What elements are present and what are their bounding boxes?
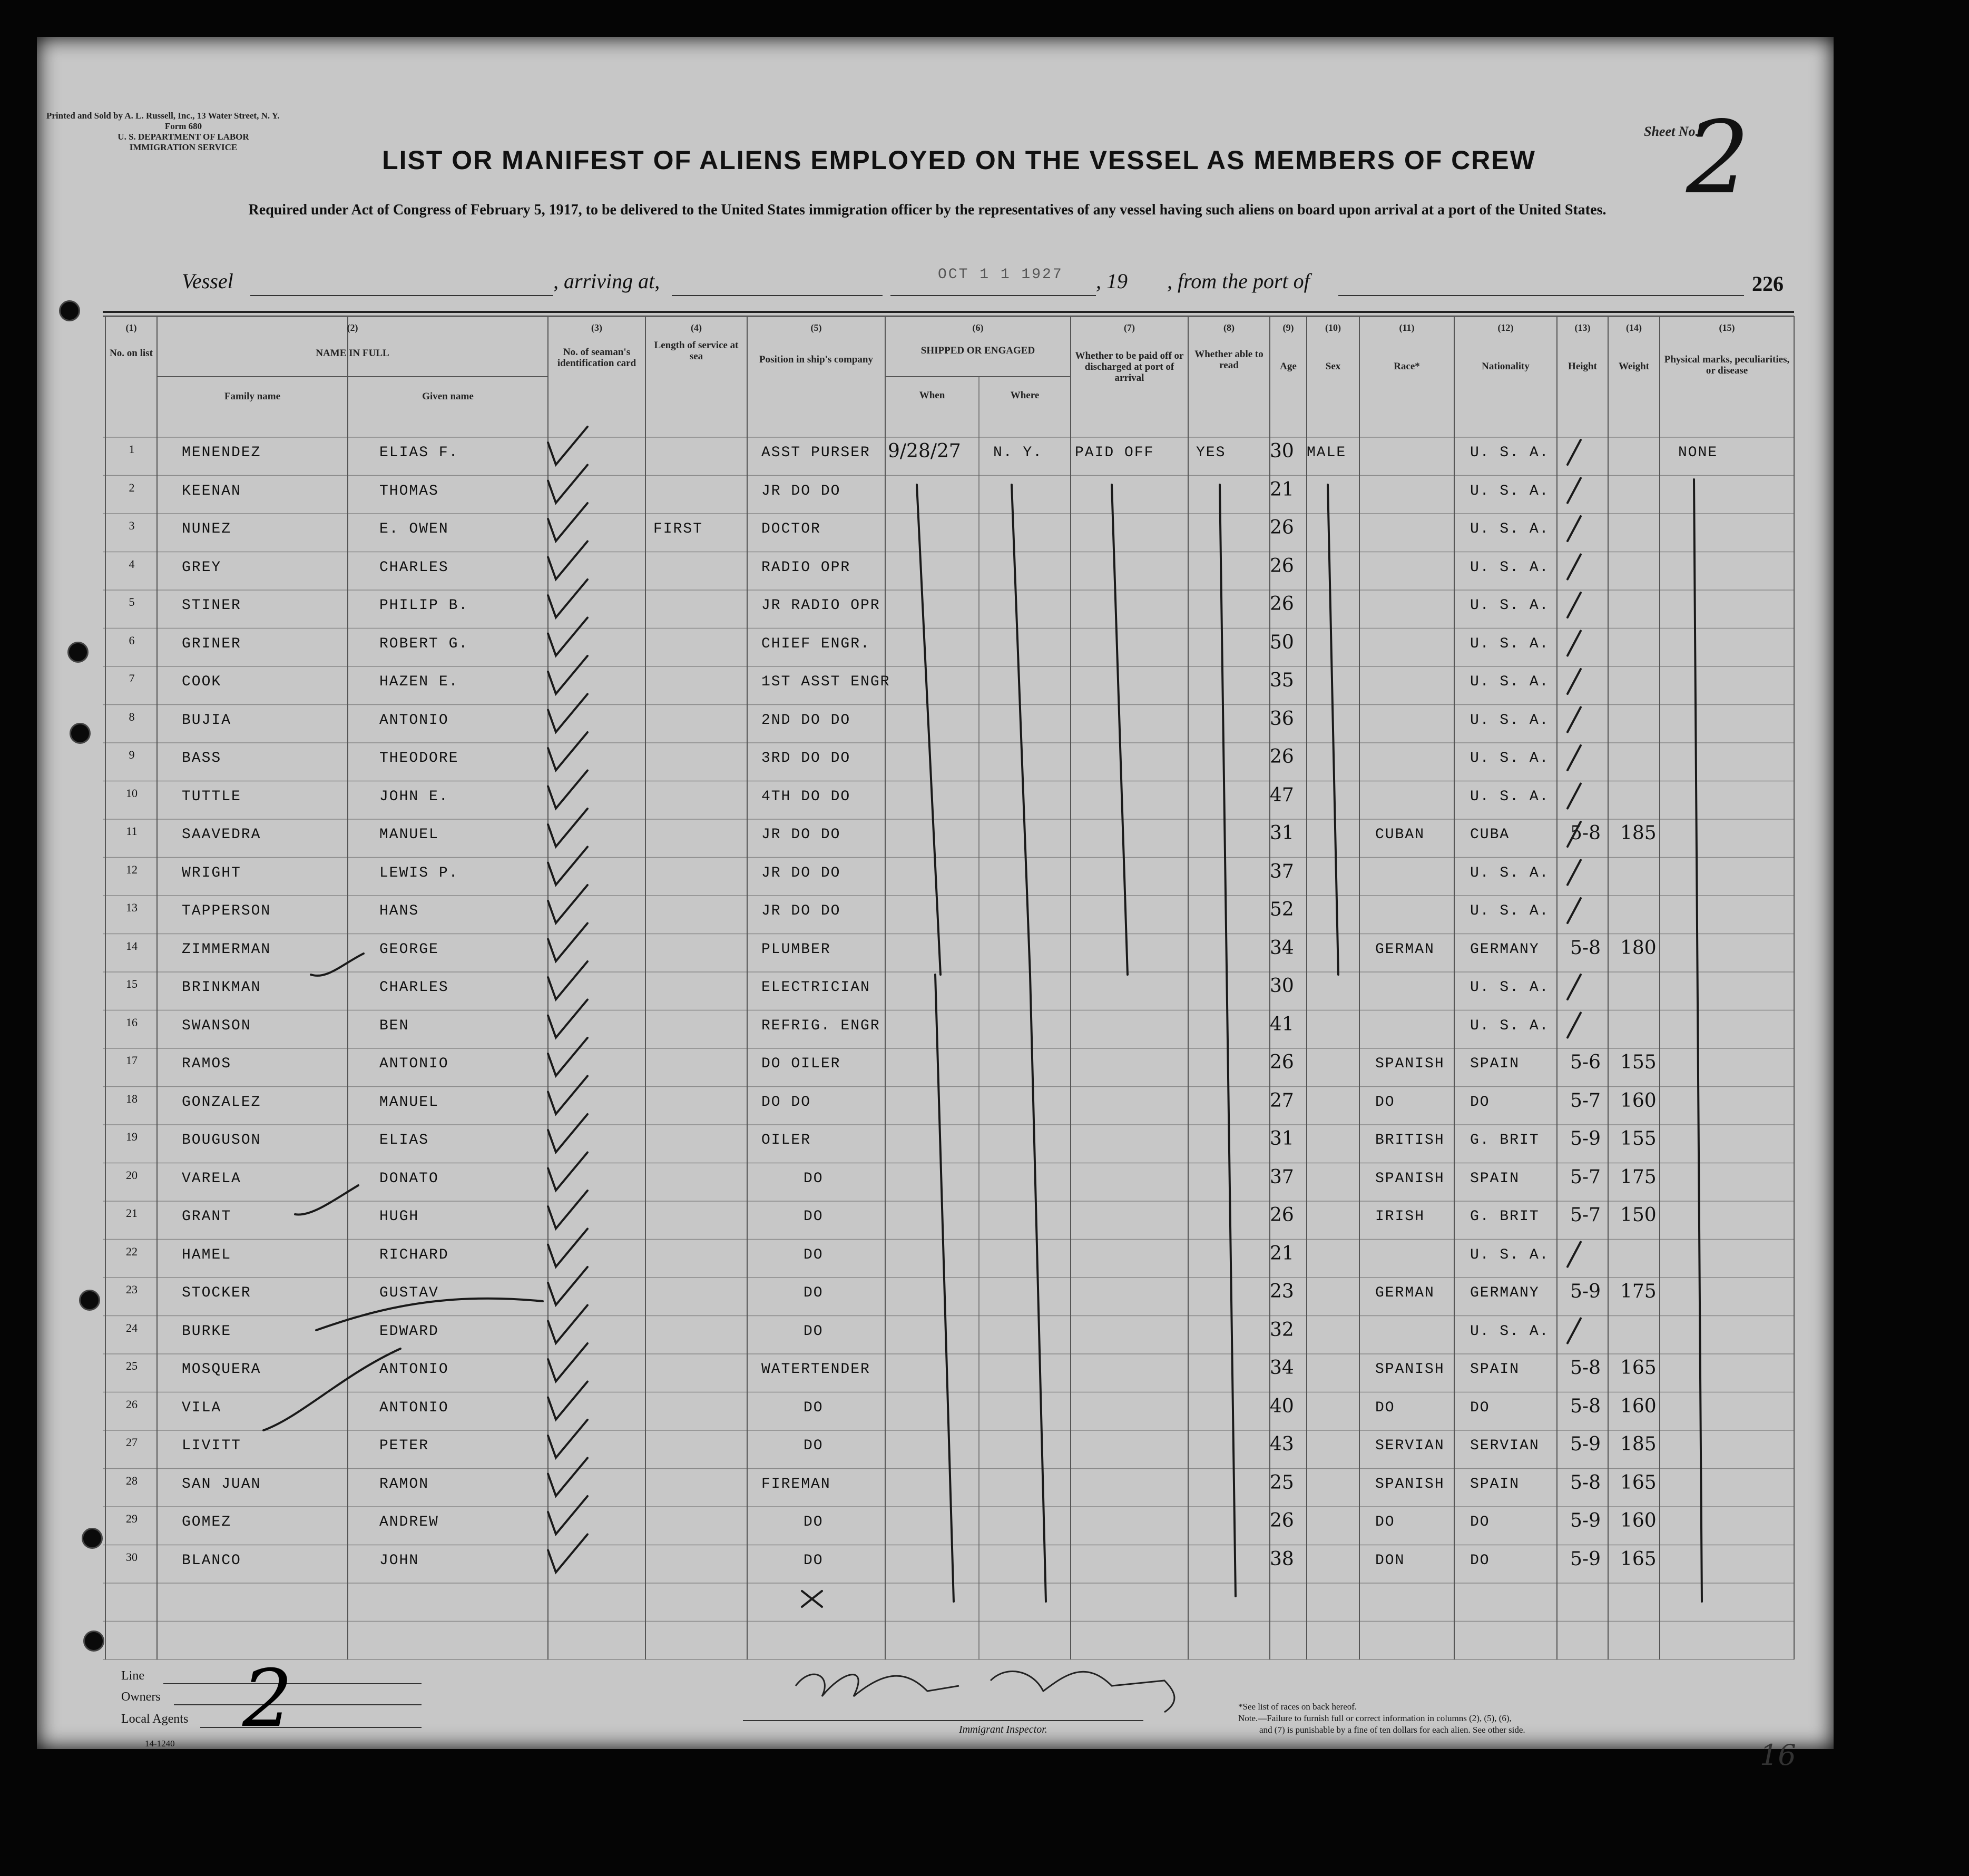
given-name: RAMON xyxy=(379,1476,429,1492)
row-number: 2 xyxy=(129,480,135,494)
position: DO xyxy=(804,1552,824,1569)
service-name: IMMIGRATION SERVICE xyxy=(129,142,238,152)
weight: 160 xyxy=(1620,1089,1657,1112)
given-name: E. OWEN xyxy=(379,521,449,537)
nationality: U. S. A. xyxy=(1470,445,1550,461)
nationality: U. S. A. xyxy=(1470,635,1550,652)
column-number: (8) xyxy=(1223,322,1235,333)
given-name: ELIAS F. xyxy=(379,445,459,461)
nationality: U. S. A. xyxy=(1470,597,1550,614)
department-name: U. S. DEPARTMENT OF LABOR xyxy=(117,132,249,142)
page-title: LIST OR MANIFEST OF ALIENS EMPLOYED ON THE VESSEL AS MEMBERS OF CREW xyxy=(382,145,1536,175)
column-number: (3) xyxy=(591,322,602,333)
weight: 165 xyxy=(1620,1548,1657,1570)
weight: 165 xyxy=(1620,1471,1657,1494)
fine-note: and (7) is punishable by a fine of ten dollars for each alien. See other side. xyxy=(1259,1725,1525,1735)
given-name: MANUEL xyxy=(379,827,439,843)
header-no-on-list: No. on list xyxy=(110,348,153,359)
nationality: SPAIN xyxy=(1470,1476,1520,1492)
family-name: TAPPERSON xyxy=(182,903,271,919)
column-number: (2) xyxy=(347,322,358,333)
row-number: 16 xyxy=(126,1015,138,1029)
given-name: HAZEN E. xyxy=(379,674,459,690)
punch-hole xyxy=(83,1631,104,1652)
nationality: U. S. A. xyxy=(1470,865,1550,881)
given-name: THOMAS xyxy=(379,483,439,499)
header-physical-marks: Physical marks, peculiarities, or disease xyxy=(1664,354,1790,376)
physical-marks: NONE xyxy=(1678,445,1718,461)
given-name: THEODORE xyxy=(379,750,459,767)
position: OILER xyxy=(761,1132,811,1148)
given-name: ANTONIO xyxy=(379,1361,449,1378)
column-number: (9) xyxy=(1282,322,1294,333)
nationality: U. S. A. xyxy=(1470,1323,1550,1340)
height: 5-7 xyxy=(1570,1089,1601,1112)
age: 38 xyxy=(1270,1548,1294,1570)
row-number: 4 xyxy=(129,557,135,571)
nationality: U. S. A. xyxy=(1470,483,1550,499)
shipped-when: 9/28/27 xyxy=(888,440,961,462)
position: DO OILER xyxy=(761,1056,841,1072)
height: 5-8 xyxy=(1570,1357,1601,1379)
column-number: (7) xyxy=(1124,322,1135,333)
header-id-card: No. of seaman's identification card xyxy=(557,347,636,369)
nationality: SERVIAN xyxy=(1470,1438,1540,1454)
position: ASST PURSER xyxy=(761,445,870,461)
age: 26 xyxy=(1270,1204,1294,1226)
page-subtitle: Required under Act of Congress of February 5, 1917, to be delivered to the United States immigration officer by the representatives of any vessel having such aliens on board upon arrival at a port of the United States. xyxy=(248,202,1606,218)
position: 4TH DO DO xyxy=(761,788,851,805)
family-name: SAN JUAN xyxy=(182,1476,261,1492)
height: 5-9 xyxy=(1570,1433,1601,1455)
position: 3RD DO DO xyxy=(761,750,851,767)
races-note: *See list of races on back hereof. xyxy=(1238,1702,1357,1712)
row-number: 19 xyxy=(126,1130,138,1143)
column-number: (1) xyxy=(125,322,137,333)
paid-off: PAID OFF xyxy=(1075,445,1154,461)
column-number: (10) xyxy=(1325,322,1341,333)
position: 1ST ASST ENGR xyxy=(761,674,890,690)
height: 5-8 xyxy=(1570,822,1601,844)
column-number: (12) xyxy=(1497,322,1514,333)
race: SPANISH xyxy=(1375,1361,1445,1378)
form-code: 14-1240 xyxy=(145,1739,175,1749)
family-name: RAMOS xyxy=(182,1056,232,1072)
weight: 150 xyxy=(1620,1204,1657,1226)
age: 37 xyxy=(1270,860,1294,882)
race: GERMAN xyxy=(1375,941,1435,958)
given-name: GEORGE xyxy=(379,941,439,958)
given-name: CHARLES xyxy=(379,979,449,996)
family-name: BRINKMAN xyxy=(182,979,261,996)
given-name: HUGH xyxy=(379,1209,419,1225)
column-number: (14) xyxy=(1626,322,1642,333)
header-race: Race* xyxy=(1394,361,1420,372)
age: 26 xyxy=(1270,746,1294,768)
page-number: 226 xyxy=(1752,272,1784,296)
given-name: BEN xyxy=(379,1017,409,1034)
row-number: 28 xyxy=(126,1474,138,1487)
family-name: VARELA xyxy=(182,1170,241,1187)
position: DO xyxy=(804,1323,824,1340)
age: 26 xyxy=(1270,593,1294,615)
column-number: (6) xyxy=(972,322,984,333)
race: BRITISH xyxy=(1375,1132,1445,1148)
position: DOCTOR xyxy=(761,521,821,537)
weight: 160 xyxy=(1620,1395,1657,1417)
row-number: 15 xyxy=(126,977,138,990)
age: 31 xyxy=(1270,1128,1294,1150)
row-number: 17 xyxy=(126,1054,138,1067)
failure-note: Note.—Failure to furnish full or correct information in columns (2), (5), (6), xyxy=(1238,1713,1512,1723)
row-number: 23 xyxy=(126,1283,138,1296)
age: 32 xyxy=(1270,1319,1294,1341)
family-name: GRANT xyxy=(182,1209,232,1225)
age: 26 xyxy=(1270,555,1294,577)
position: JR DO DO xyxy=(761,903,841,919)
age: 21 xyxy=(1270,478,1294,500)
inspector-label: Immigrant Inspector. xyxy=(959,1724,1047,1735)
header-length-of-service: Length of service at sea xyxy=(654,340,739,362)
family-name: COOK xyxy=(182,674,222,690)
row-number: 6 xyxy=(129,633,135,647)
position: 2ND DO DO xyxy=(761,712,851,729)
family-name: HAMEL xyxy=(182,1246,232,1263)
nationality: GERMANY xyxy=(1470,1285,1540,1301)
age: 30 xyxy=(1270,975,1294,997)
height: 5-9 xyxy=(1570,1548,1601,1570)
age: 26 xyxy=(1270,1510,1294,1531)
nationality: U. S. A. xyxy=(1470,1017,1550,1034)
family-name: GONZALEZ xyxy=(182,1094,261,1111)
nationality: SPAIN xyxy=(1470,1170,1520,1187)
column-number: (4) xyxy=(691,322,702,333)
position: REFRIG. ENGR xyxy=(761,1017,880,1034)
weight: 185 xyxy=(1620,822,1657,844)
row-number: 14 xyxy=(126,939,138,952)
position: DO xyxy=(804,1285,824,1301)
row-number: 26 xyxy=(126,1397,138,1411)
nationality: U. S. A. xyxy=(1470,712,1550,729)
position: DO xyxy=(804,1514,824,1530)
family-name: GOMEZ xyxy=(182,1514,232,1530)
age: 34 xyxy=(1270,937,1294,959)
family-name: ZIMMERMAN xyxy=(182,941,271,958)
header-able-to-read: Whether able to read xyxy=(1194,349,1263,371)
nationality: G. BRIT xyxy=(1470,1209,1540,1225)
vessel-label: Vessel xyxy=(182,269,233,293)
family-name: GREY xyxy=(182,559,222,576)
age: 21 xyxy=(1270,1242,1294,1264)
height: 5-7 xyxy=(1570,1204,1601,1226)
row-number: 24 xyxy=(126,1321,138,1334)
race: DO xyxy=(1375,1399,1395,1416)
weight: 175 xyxy=(1620,1281,1657,1302)
given-name: ROBERT G. xyxy=(379,635,469,652)
header-weight: Weight xyxy=(1618,361,1650,372)
family-name: BLANCO xyxy=(182,1552,241,1569)
sheet-number: 2 xyxy=(1686,100,1750,216)
age: 47 xyxy=(1270,784,1294,806)
row-number: 30 xyxy=(126,1550,138,1564)
nationality: U. S. A. xyxy=(1470,1246,1550,1263)
race: GERMAN xyxy=(1375,1285,1435,1301)
position: DO xyxy=(804,1209,824,1225)
row-number: 9 xyxy=(129,748,135,761)
age: 35 xyxy=(1270,670,1294,691)
position: DO xyxy=(804,1438,824,1454)
family-name: KEENAN xyxy=(182,483,241,499)
row-number: 21 xyxy=(126,1206,138,1220)
corner-number: 16 xyxy=(1760,1739,1796,1772)
position: DO xyxy=(804,1170,824,1187)
weight: 155 xyxy=(1620,1128,1657,1150)
column-number: (11) xyxy=(1399,322,1415,333)
sheet-label: Sheet No. xyxy=(1644,124,1699,139)
able-to-read: YES xyxy=(1196,445,1226,461)
nationality: G. BRIT xyxy=(1470,1132,1540,1148)
race: SERVIAN xyxy=(1375,1438,1445,1454)
punch-hole xyxy=(70,723,91,744)
race: IRISH xyxy=(1375,1209,1425,1225)
punch-hole xyxy=(79,1290,100,1311)
given-name: LEWIS P. xyxy=(379,865,459,881)
handwritten-two: 2 xyxy=(242,1653,293,1745)
given-name: ANTONIO xyxy=(379,712,449,729)
age: 36 xyxy=(1270,708,1294,730)
nationality: DO xyxy=(1470,1399,1490,1416)
row-number: 29 xyxy=(126,1512,138,1525)
column-number: (13) xyxy=(1574,322,1591,333)
age: 26 xyxy=(1270,517,1294,538)
header-age: Age xyxy=(1280,361,1297,372)
header-when: When xyxy=(919,390,945,401)
row-number: 10 xyxy=(126,786,138,800)
race: DO xyxy=(1375,1094,1395,1111)
position: RADIO OPR xyxy=(761,559,851,576)
position: DO xyxy=(804,1399,824,1416)
height: 5-7 xyxy=(1570,1166,1601,1188)
position: DO DO xyxy=(761,1094,811,1111)
owners-label: Owners xyxy=(121,1690,161,1704)
family-name: NUNEZ xyxy=(182,521,232,537)
given-name: EDWARD xyxy=(379,1323,439,1340)
weight: 180 xyxy=(1620,937,1657,959)
local-agents-label: Local Agents xyxy=(121,1712,189,1726)
header-family-name: Family name xyxy=(224,391,281,402)
nationality: U. S. A. xyxy=(1470,903,1550,919)
form-number: Form 680 xyxy=(164,121,202,131)
given-name: RICHARD xyxy=(379,1246,449,1263)
race: DON xyxy=(1375,1552,1405,1569)
given-name: ANDREW xyxy=(379,1514,439,1530)
position: ELECTRICIAN xyxy=(761,979,870,996)
punch-hole xyxy=(67,642,89,663)
sex: MALE xyxy=(1307,445,1347,461)
nationality: SPAIN xyxy=(1470,1361,1520,1378)
year-label: , 19 xyxy=(1096,269,1128,293)
nationality: U. S. A. xyxy=(1470,674,1550,690)
row-number: 7 xyxy=(129,672,135,685)
nationality: DO xyxy=(1470,1514,1490,1530)
height: 5-9 xyxy=(1570,1281,1601,1302)
header-name-in-full: NAME IN FULL xyxy=(316,348,389,359)
given-name: ANTONIO xyxy=(379,1056,449,1072)
age: 50 xyxy=(1270,631,1294,653)
given-name: HANS xyxy=(379,903,419,919)
position: JR DO DO xyxy=(761,483,841,499)
row-number: 25 xyxy=(126,1359,138,1372)
nationality: U. S. A. xyxy=(1470,788,1550,805)
age: 23 xyxy=(1270,1281,1294,1302)
given-name: CHARLES xyxy=(379,559,449,576)
row-number: 8 xyxy=(129,710,135,723)
position: JR DO DO xyxy=(761,865,841,881)
age: 31 xyxy=(1270,822,1294,844)
from-port-label: , from the port of xyxy=(1167,269,1310,293)
length-of-service: FIRST xyxy=(653,521,703,537)
nationality: U. S. A. xyxy=(1470,750,1550,767)
given-name: ANTONIO xyxy=(379,1399,449,1416)
header-given-name: Given name xyxy=(422,391,474,402)
header-shipped-engaged: SHIPPED OR ENGAGED xyxy=(920,345,1035,356)
given-name: ELIAS xyxy=(379,1132,429,1148)
header-sex: Sex xyxy=(1325,361,1341,372)
nationality: SPAIN xyxy=(1470,1056,1520,1072)
row-number: 1 xyxy=(129,443,135,456)
family-name: STOCKER xyxy=(182,1285,251,1301)
race: CUBAN xyxy=(1375,827,1425,843)
position: JR DO DO xyxy=(761,827,841,843)
family-name: MENENDEZ xyxy=(182,445,261,461)
given-name: PETER xyxy=(379,1438,429,1454)
family-name: WRIGHT xyxy=(182,865,241,881)
weight: 160 xyxy=(1620,1510,1657,1531)
line-label: Line xyxy=(121,1669,144,1683)
given-name: GUSTAV xyxy=(379,1285,439,1301)
header-paid-off: Whether to be paid off or discharged at port of arrival xyxy=(1075,350,1184,384)
header-where: Where xyxy=(1010,390,1040,401)
family-name: MOSQUERA xyxy=(182,1361,261,1378)
family-name: GRINER xyxy=(182,635,241,652)
family-name: BUJIA xyxy=(182,712,232,729)
header-height: Height xyxy=(1568,361,1597,372)
row-number: 22 xyxy=(126,1244,138,1258)
age: 27 xyxy=(1270,1089,1294,1112)
given-name: MANUEL xyxy=(379,1094,439,1111)
race: SPANISH xyxy=(1375,1056,1445,1072)
race: DO xyxy=(1375,1514,1395,1530)
age: 25 xyxy=(1270,1471,1294,1494)
family-name: STINER xyxy=(182,597,241,614)
row-number: 18 xyxy=(126,1092,138,1105)
family-name: SWANSON xyxy=(182,1017,251,1034)
nationality: U. S. A. xyxy=(1470,979,1550,996)
row-number: 20 xyxy=(126,1168,138,1182)
age: 41 xyxy=(1270,1013,1294,1035)
family-name: SAAVEDRA xyxy=(182,827,261,843)
date-stamp: OCT 1 1 1927 xyxy=(938,267,1063,283)
family-name: BOUGUSON xyxy=(182,1132,261,1148)
race: SPANISH xyxy=(1375,1170,1445,1187)
age: 26 xyxy=(1270,1052,1294,1073)
age: 34 xyxy=(1270,1357,1294,1379)
position: PLUMBER xyxy=(761,941,831,958)
row-number: 5 xyxy=(129,595,135,608)
column-number: (15) xyxy=(1719,322,1735,333)
position: JR RADIO OPR xyxy=(761,597,880,614)
given-name: PHILIP B. xyxy=(379,597,469,614)
height: 5-6 xyxy=(1570,1052,1601,1073)
given-name: JOHN E. xyxy=(379,788,449,805)
age: 30 xyxy=(1270,440,1294,462)
position: DO xyxy=(804,1246,824,1263)
nationality: DO xyxy=(1470,1552,1490,1569)
height: 5-9 xyxy=(1570,1128,1601,1150)
weight: 165 xyxy=(1620,1357,1657,1379)
printer-line: Printed and Sold by A. L. Russell, Inc., 13 Water Street, N. Y. xyxy=(46,111,280,121)
position: CHIEF ENGR. xyxy=(761,635,870,652)
row-number: 27 xyxy=(126,1436,138,1449)
header-nationality: Nationality xyxy=(1482,361,1530,372)
row-number: 3 xyxy=(129,519,135,532)
column-number: (5) xyxy=(810,322,822,333)
row-number: 11 xyxy=(126,824,138,838)
family-name: BASS xyxy=(182,750,222,767)
nationality: DO xyxy=(1470,1094,1490,1111)
nationality: U. S. A. xyxy=(1470,559,1550,576)
age: 52 xyxy=(1270,899,1294,920)
arriving-label: , arriving at, xyxy=(553,269,660,293)
weight: 155 xyxy=(1620,1052,1657,1073)
given-name: DONATO xyxy=(379,1170,439,1187)
weight: 175 xyxy=(1620,1166,1657,1188)
family-name: BURKE xyxy=(182,1323,232,1340)
nationality: U. S. A. xyxy=(1470,521,1550,537)
height: 5-8 xyxy=(1570,1471,1601,1494)
row-number: 12 xyxy=(126,862,138,876)
punch-hole xyxy=(82,1528,103,1549)
weight: 185 xyxy=(1620,1433,1657,1455)
punch-hole xyxy=(59,300,80,321)
family-name: VILA xyxy=(182,1399,222,1416)
age: 43 xyxy=(1270,1433,1294,1455)
family-name: LIVITT xyxy=(182,1438,241,1454)
position: FIREMAN xyxy=(761,1476,831,1492)
position: WATERTENDER xyxy=(761,1361,870,1378)
age: 37 xyxy=(1270,1166,1294,1188)
race: SPANISH xyxy=(1375,1476,1445,1492)
family-name: TUTTLE xyxy=(182,788,241,805)
given-name: JOHN xyxy=(379,1552,419,1569)
header-position: Position in ship's company xyxy=(759,354,873,365)
height: 5-8 xyxy=(1570,937,1601,959)
height: 5-8 xyxy=(1570,1395,1601,1417)
height: 5-9 xyxy=(1570,1510,1601,1531)
shipped-where: N. Y. xyxy=(993,445,1043,461)
nationality: CUBA xyxy=(1470,827,1510,843)
age: 40 xyxy=(1270,1395,1294,1417)
row-number: 13 xyxy=(126,901,138,914)
nationality: GERMANY xyxy=(1470,941,1540,958)
